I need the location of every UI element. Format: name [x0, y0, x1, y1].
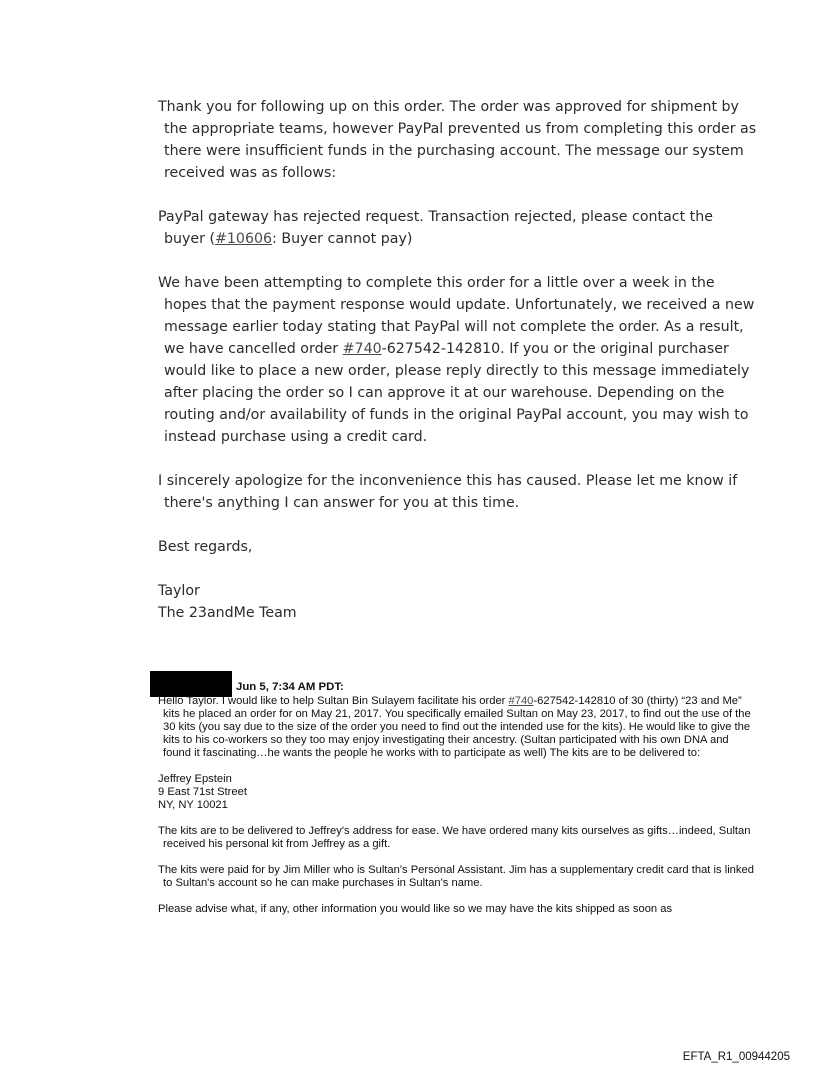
- quoted-text: Hello Taylor. I would like to help Sultan Bin Sulayem facilitate his order: [158, 695, 509, 707]
- error-text: PayPal gateway has rejected request. Transaction rejected, please contact the buyer (: [158, 209, 713, 247]
- reply-paragraph: I sincerely apologize for the inconvenience this has caused. Please let me know if there's anything I can answer for you at this time.: [158, 473, 738, 511]
- signature-name: Taylor: [158, 583, 200, 599]
- redaction-box: [150, 671, 232, 697]
- quoted-paragraph: The kits are to be delivered to Jeffrey's address for ease. We have ordered many kits ourselves as gifts…indeed, Sultan received his personal kit from Jeffrey as a gift.: [158, 825, 751, 850]
- document-id: EFTA_R1_00944205: [682, 1051, 790, 1063]
- cancel-text-end: -627542-142810. If you or the original purchaser would like to place a new order, please reply directly to this message immediately after placing the order so I can approve it at our warehouse. Depending on the routing and/or availability of funds in the original PayPal account, you may wish to instead purchase using a credit card.: [164, 341, 750, 445]
- order-link[interactable]: #740: [342, 341, 382, 357]
- quoted-paragraph: The kits were paid for by Jim Miller who is Sultan's Personal Assistant. Jim has a supplementary credit card that is linked to Sultan's account so he can make purchases in Sultan's name.: [158, 864, 754, 889]
- cancel-text: We have been attempting to complete this order for a little over a week in the hopes that the payment response would update. Unfortunately, we received a new message earlier today stating that PayPal will not complete the order. As a result, we have cancelled order: [158, 275, 755, 357]
- quoted-paragraph: [158, 695, 758, 760]
- address-line: NY, NY 10021: [158, 799, 228, 811]
- reply-message: [158, 96, 758, 624]
- quoted-paragraph: Please advise what, if any, other information you would like so we may have the kits shipped as soon as: [158, 903, 673, 915]
- closing: Best regards,: [158, 539, 253, 555]
- ticket-link[interactable]: #10606: [215, 231, 273, 247]
- address-line: 9 East 71st Street: [158, 786, 247, 798]
- error-text-end: : Buyer cannot pay): [272, 231, 413, 247]
- signature-team: The 23andMe Team: [158, 605, 297, 621]
- address-line: Jeffrey Epstein: [158, 773, 232, 785]
- reply-paragraph: Thank you for following up on this order. The order was approved for shipment by the appropriate teams, however PayPal prevented us from completing this order as there were insufficient funds in the purchasing account. The message our system received was as follows:: [158, 99, 757, 181]
- quoted-header: Jun 5, 7:34 AM PDT:: [236, 681, 344, 693]
- paypal-error-message: [158, 206, 758, 250]
- reply-paragraph: [158, 272, 758, 448]
- quoted-text-end: -627542-142810 of 30 (thirty) “23 and Me” kits he placed an order for on May 21, 2017. You specifically emailed Sultan on May 23, 2017, to find out the use of the 30 kits (you say due to the size of the order you need to find out the intended use for the kits). He would like to give the kits to his co-workers so they too may enjoy investigating their ancestry. (Sultan participated with his own DNA and found it fascinating…he wants the people he works with to participate as well) The kits are to be delivered to:: [163, 695, 751, 759]
- quoted-body: [158, 695, 758, 916]
- order-link[interactable]: #740: [508, 695, 534, 707]
- delivery-address: [158, 773, 758, 812]
